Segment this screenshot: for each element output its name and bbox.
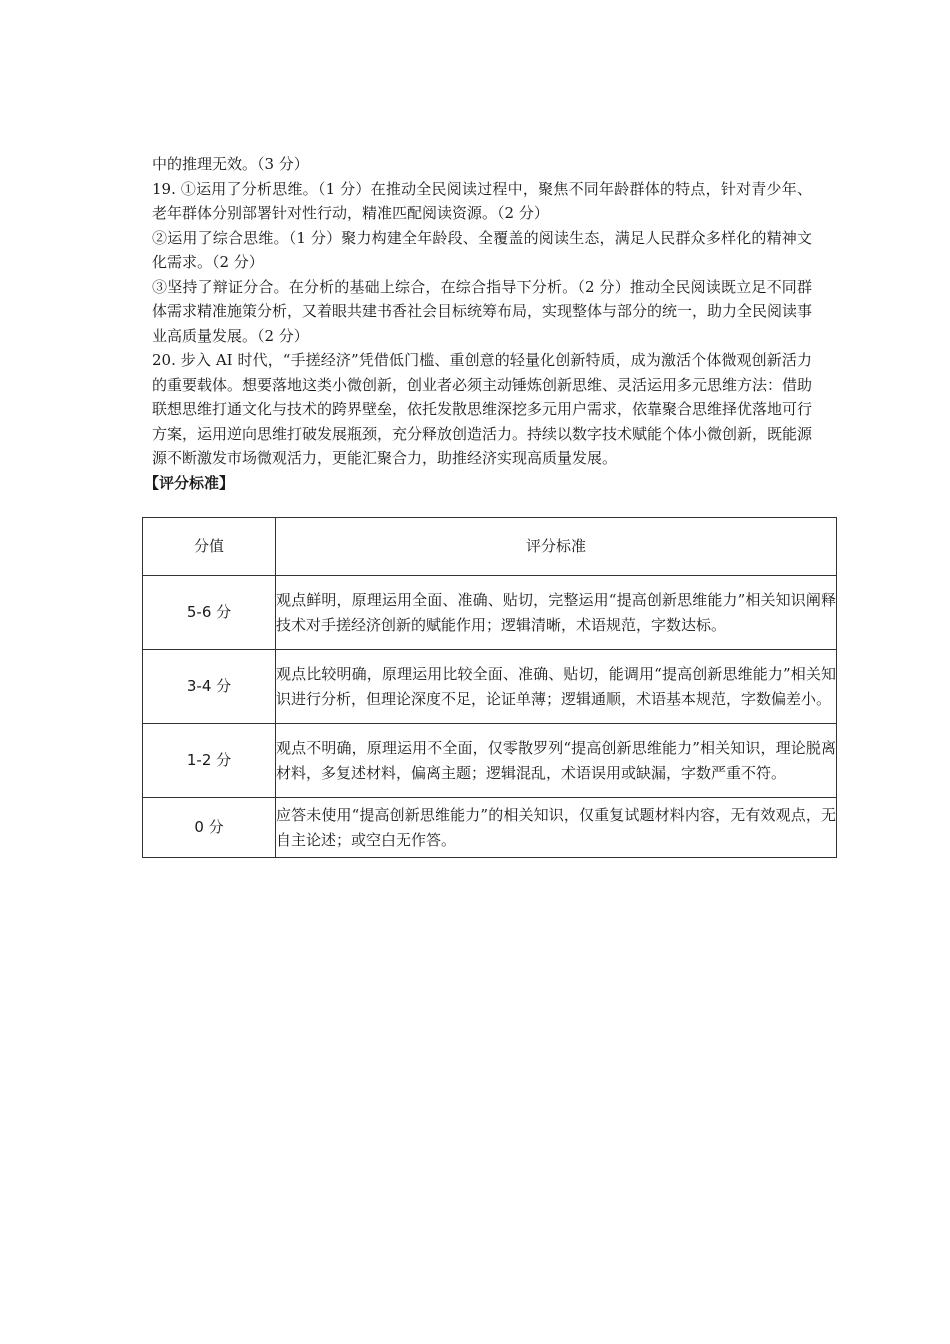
score-cell: 5-6 分	[143, 576, 276, 650]
section-heading-scoring: 【评分标准】	[144, 473, 235, 492]
table-row	[143, 650, 837, 724]
paragraph-q19-point3: ③坚持了辩证分合。在分析的基础上综合，在综合指导下分析。（2 分）推动全民阅读既立足不同群体需求精准施策分析，又着眼共建书香社会目标统筹布局，实现整体与部分的统一，助力全民阅读事业高质量发展。（2 分）	[152, 277, 813, 345]
criteria-cell: 观点比较明确，原理运用比较全面、准确、贴切，能调用“提高创新思维能力”相关知识进行分析，但理论深度不足，论证单薄；逻辑通顺，术语基本规范，字数偏差小。	[276, 650, 837, 724]
header-criteria: 评分标准	[276, 518, 837, 576]
scoring-criteria-table	[142, 517, 837, 858]
paragraph-q19-point2: ②运用了综合思维。（1 分）聚力构建全年龄段、全覆盖的阅读生态，满足人民群众多样化的精神文化需求。（2 分）	[152, 228, 812, 271]
table-header-row	[143, 518, 837, 576]
paragraph-q20-answer: 20. 步入 AI 时代，“手搓经济”凭借低门槛、重创意的轻量化创新特质，成为激活个体微观创新活力的重要载体。想要落地这类小微创新，创业者必须主动锤炼创新思维、灵活运用多元思维方法：借助联想思维打通文化与技术的跨界壁垒，依托发散思维深挖多元用户需求，依靠聚合思维择优落地可行方案，运用逆向思维打破发展瓶颈，充分释放创造活力。持续以数字技术赋能个体小微创新，既能源源不断激发市场微观活力，更能汇聚合力，助推经济实现高质量发展。	[152, 351, 813, 467]
table-row	[143, 576, 837, 650]
criteria-cell: 观点不明确，原理运用不全面，仅零散罗列“提高创新思维能力”相关知识，理论脱离材料，多复述材料，偏离主题；逻辑混乱，术语误用或缺漏，字数严重不符。	[276, 724, 837, 798]
paragraph-q19-point1: 19. ①运用了分析思维。（1 分）在推动全民阅读过程中，聚焦不同年龄群体的特点，针对青少年、老年群体分别部署针对性行动，精准匹配阅读资源。（2 分）	[152, 179, 812, 222]
answer-text-block	[144, 152, 813, 495]
criteria-cell: 应答未使用“提高创新思维能力”的相关知识，仅重复试题材料内容，无有效观点，无自主论述；或空白无作答。	[276, 798, 837, 858]
table-row	[143, 724, 837, 798]
header-score: 分值	[143, 518, 276, 576]
criteria-cell: 观点鲜明，原理运用全面、准确、贴切，完整运用“提高创新思维能力”相关知识阐释技术对手搓经济创新的赋能作用；逻辑清晰，术语规范，字数达标。	[276, 576, 837, 650]
score-cell: 0 分	[143, 798, 276, 858]
score-cell: 1-2 分	[143, 724, 276, 798]
table-row	[143, 798, 837, 858]
score-cell: 3-4 分	[143, 650, 276, 724]
paragraph-q18-end: 中的推理无效。（3 分）	[152, 155, 309, 173]
